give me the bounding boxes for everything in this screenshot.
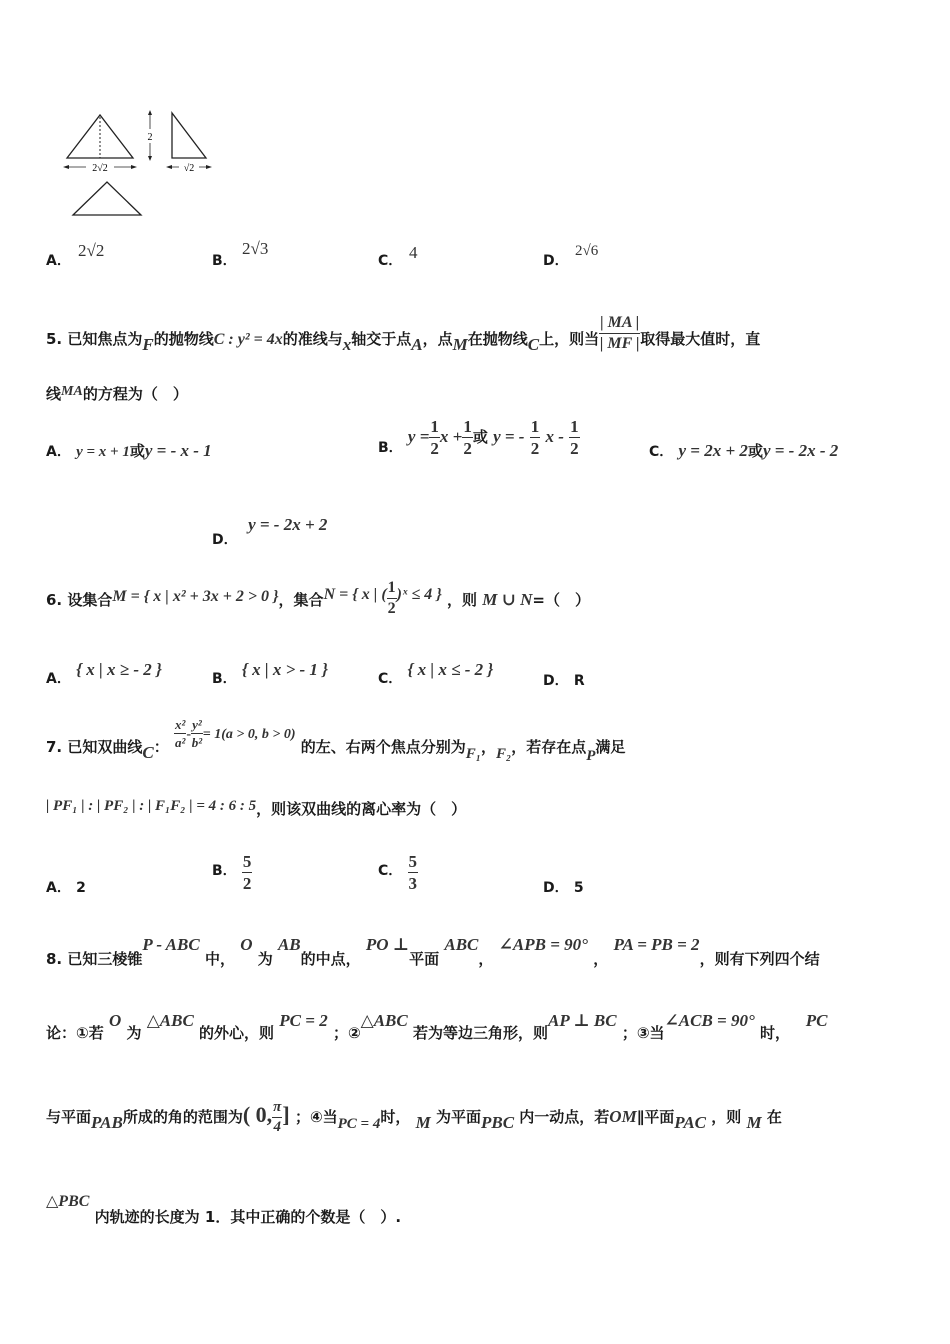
q5-option-b: B． y = $\frac{1}{2}$ x + $\frac{1}{2}$ 或 y = - $\frac{1}{2}$ x - $\frac{1}{2}$ [378,417,579,458]
q7-option-d: D． 5 [543,880,584,896]
q4-option-a-value: 2√2 [78,241,105,260]
q4-option-b-value: 2√3 [242,239,269,258]
q7-option-a: A． 2 [46,880,86,896]
q5-option-a: A． y = x + 1或y = - x - 1 [46,441,212,460]
dim-side-label: √2 [183,163,195,174]
q7-option-c: C． $\frac{5}{3}$ [378,852,418,893]
q4-option-b-label: B． [212,253,237,269]
q7-option-b: B． $\frac{5}{2}$ [212,852,252,893]
dim-height-label: 2 [147,132,153,143]
q6-options: A． { x | x ≥ - 2 } [46,660,162,687]
three-view-figure [55,105,225,220]
q8-stem-line3: 与平面PAB所成的角的范围为( 0, $\frac{\pi}{4}$ ] ；④当PC = 4时， M 为平面PBC 内一动点，若OM∥平面PAC ，则 M 在 [46,1099,782,1135]
q7-stem-line1: 7. 已知双曲线C： $\frac{\text{x²}}{\text{a²}}$ - $\frac{\text{y²}}{\text{b²}}$ = 1(a > 0, b > 0) 的左、右两个焦点分别为F₁，F₂，若存在点P满足 [46,717,626,764]
q7-stem-line2: | PF₁ | : | PF₂ | : | F₁F₂ | = 4 : 6 : 5，则该双曲线的离心率为（ ） [46,798,467,818]
q6-option-b: B． { x | x > - 1 } [212,660,329,687]
q6-option-c: C． { x | x ≤ - 2 } [378,660,494,687]
q5-line1: 5. 已知焦点为F的抛物线C : y² = 4x的准线与x轴交于点A，点M在抛物线C上，则当 $\frac{| MA |}{| MF |}$ 取得最大值时，直 [46,314,761,354]
q8-stem-line2: 论：①若 O 为 △ABC 的外心，则 PC = 2 ；②△ABC 若为等边三角形，则AP ⊥ BC ；③当∠ACB = 90° 时， PC [46,1011,828,1042]
top-view-triangle [73,182,141,215]
side-view-triangle [172,113,206,158]
q4-option-d-value: 2√6 [575,243,599,259]
q4-option-c-label: C． [378,253,403,269]
q5-option-c: C． y = 2x + 2或y = - 2x - 2 [649,441,839,460]
q5-option-d: D． y = - 2x + 2 [212,515,328,548]
q4-option-a-label: A． [46,253,71,269]
dim-base-label: 2√2 [92,163,108,174]
q5-ratio: $\frac{| MA |}{| MF |}$ [599,314,640,352]
q6-option-d: D． R [543,673,585,689]
q4-option-d-label: D． [543,253,569,269]
q5-line2: 线MA的方程为（ ） [46,384,188,403]
q8-stem-line1: 8. 已知三棱锥P - ABC 中， O 为 AB的中点， PO ⊥平面 ABC， ∠APB = 90° ， PA = PB = 2，则有下列四个结 [46,935,820,968]
q8-stem-line4: △PBC 内轨迹的长度为 1．其中正确的个数是（ ）. [46,1193,402,1226]
q4-option-c-value: 4 [409,243,418,262]
q6-stem: 6. 设集合M = { x | x² + 3x + 2 > 0 }，集合N = { x | ( $\frac{1}{2}$ )ˣ ≤ 4 } ，则 M ∪ N=（ ） [46,579,590,617]
